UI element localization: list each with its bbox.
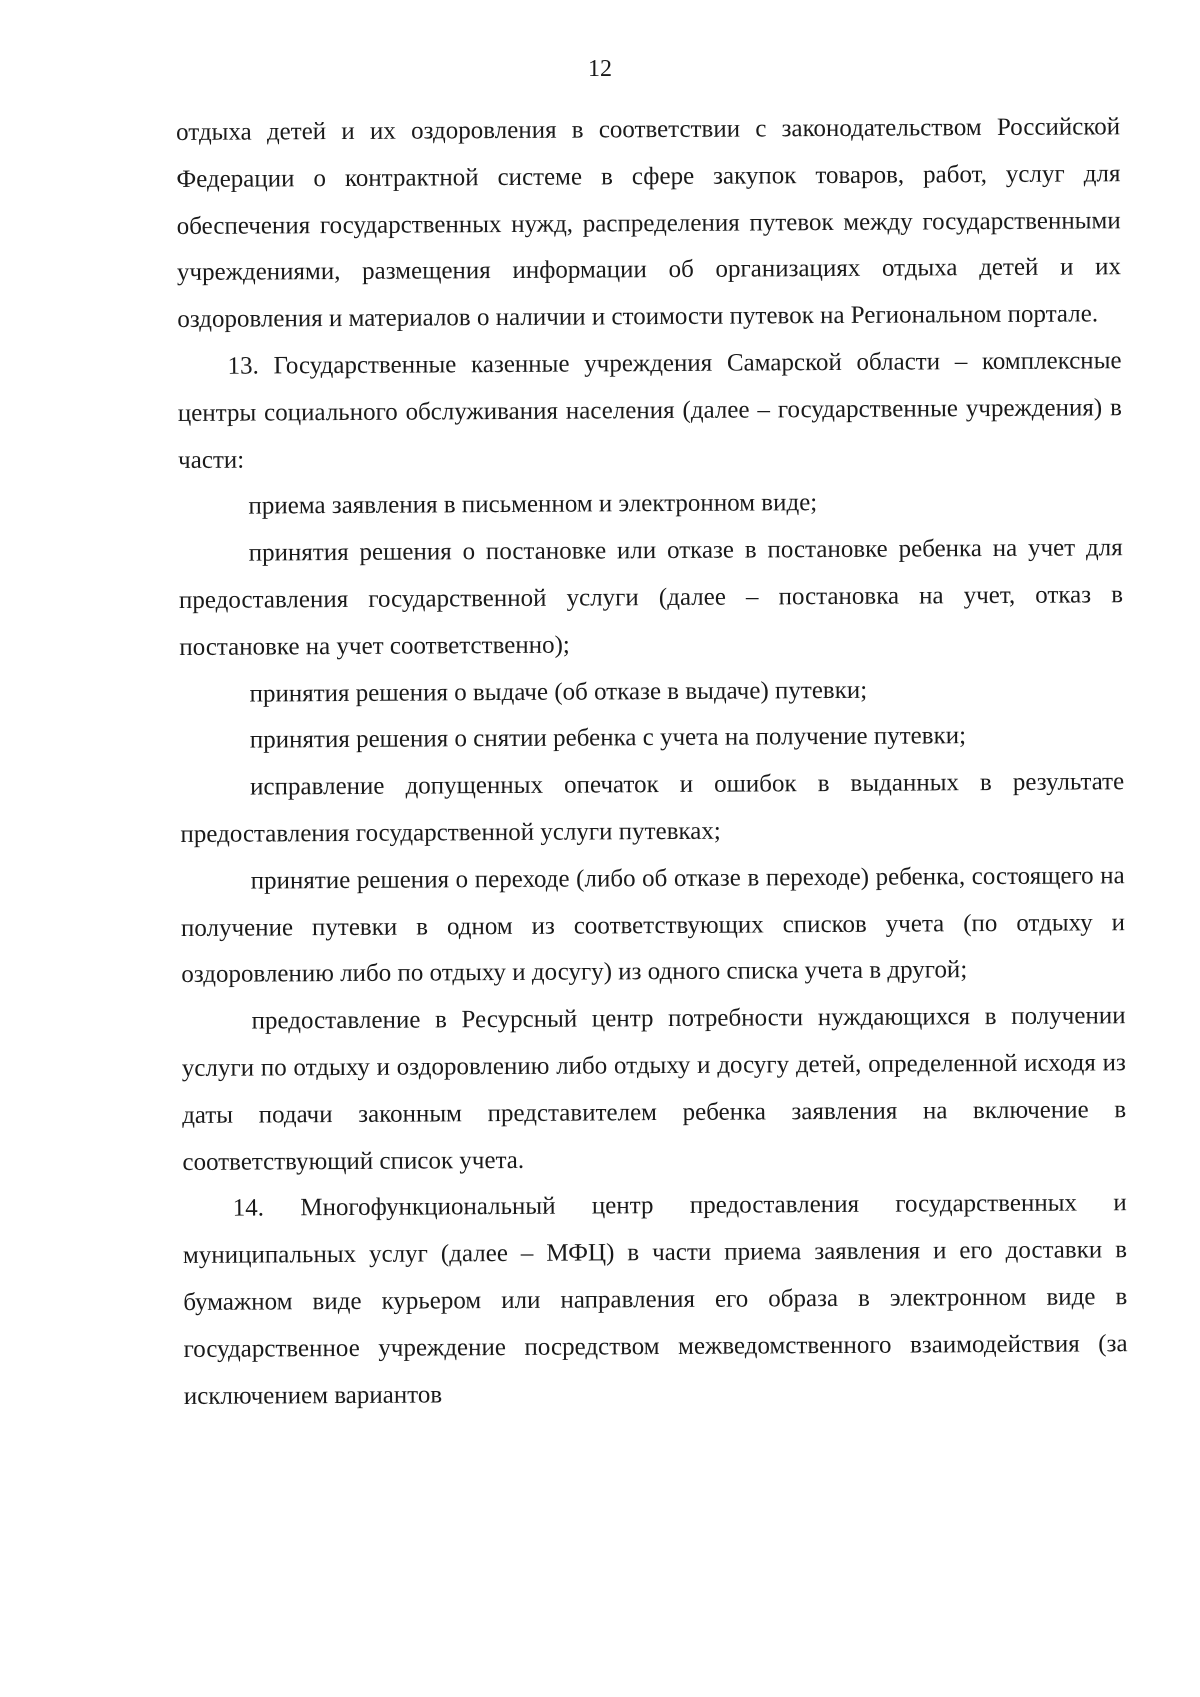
document-body bbox=[176, 104, 1128, 1420]
list-item: принятия решения о выдаче (об отказе в выдаче) путевки; bbox=[249, 676, 868, 708]
list-item: принятия решения о постановке или отказе в постановке ребенка на учет для предоставления государственной услуги (далее – постановка на учет, отказ в постановке на учет соответственно); bbox=[178, 534, 1124, 661]
paragraph-item-14: 14. Многофункциональный центр предоставления государственных и муниципальных услуг (далее – МФЦ) в части приема заявления и его доставки в бумажном виде курьером или направления его образа в электронном виде в государственное учреждение посредством межведомственного взаимодействия (за исключением вариантов bbox=[182, 1189, 1128, 1410]
list-item: принятия решения о снятии ребенка с учета на получение путевки; bbox=[249, 722, 967, 754]
list-item: предоставление в Ресурсный центр потребности нуждающихся в получении услуги по отдыху и оздоровлению либо отдыху и досугу детей, определенной исходя из даты подачи законным представителем ребенка заявления на включение в соответствующий список учета. bbox=[181, 1002, 1127, 1176]
paragraph-item-13: 13. Государственные казенные учреждения Самарской области – комплексные центры социального обслуживания населения (далее – государственные учреждения) в части: bbox=[177, 347, 1122, 474]
list-item: принятие решения о переходе (либо об отказе в переходе) ребенка, состоящего на получение путевки в одном из соответствующих списков учета (по отдыху и оздоровлению либо по отдыху и досугу) из одного списка учета в другой; bbox=[180, 861, 1126, 989]
list-item: исправление допущенных опечаток и ошибок в выданных в результате предоставления государственной услуги путевках; bbox=[180, 768, 1125, 848]
paragraph-continuation: отдыха детей и их оздоровления в соответствии с законодательством Российской Федерации о контрактной системе в сфере закупок товаров, работ, услуг для обеспечения государственных нужд, распределения путевок между государственными учреждениями, размещения информации об организациях отдыха детей и их оздоровления и материалов о наличии и стоимости путевок на Региональном портале. bbox=[176, 113, 1122, 334]
list-item: приема заявления в письменном и электронном виде; bbox=[248, 489, 818, 520]
page-number: 12 bbox=[588, 56, 612, 82]
